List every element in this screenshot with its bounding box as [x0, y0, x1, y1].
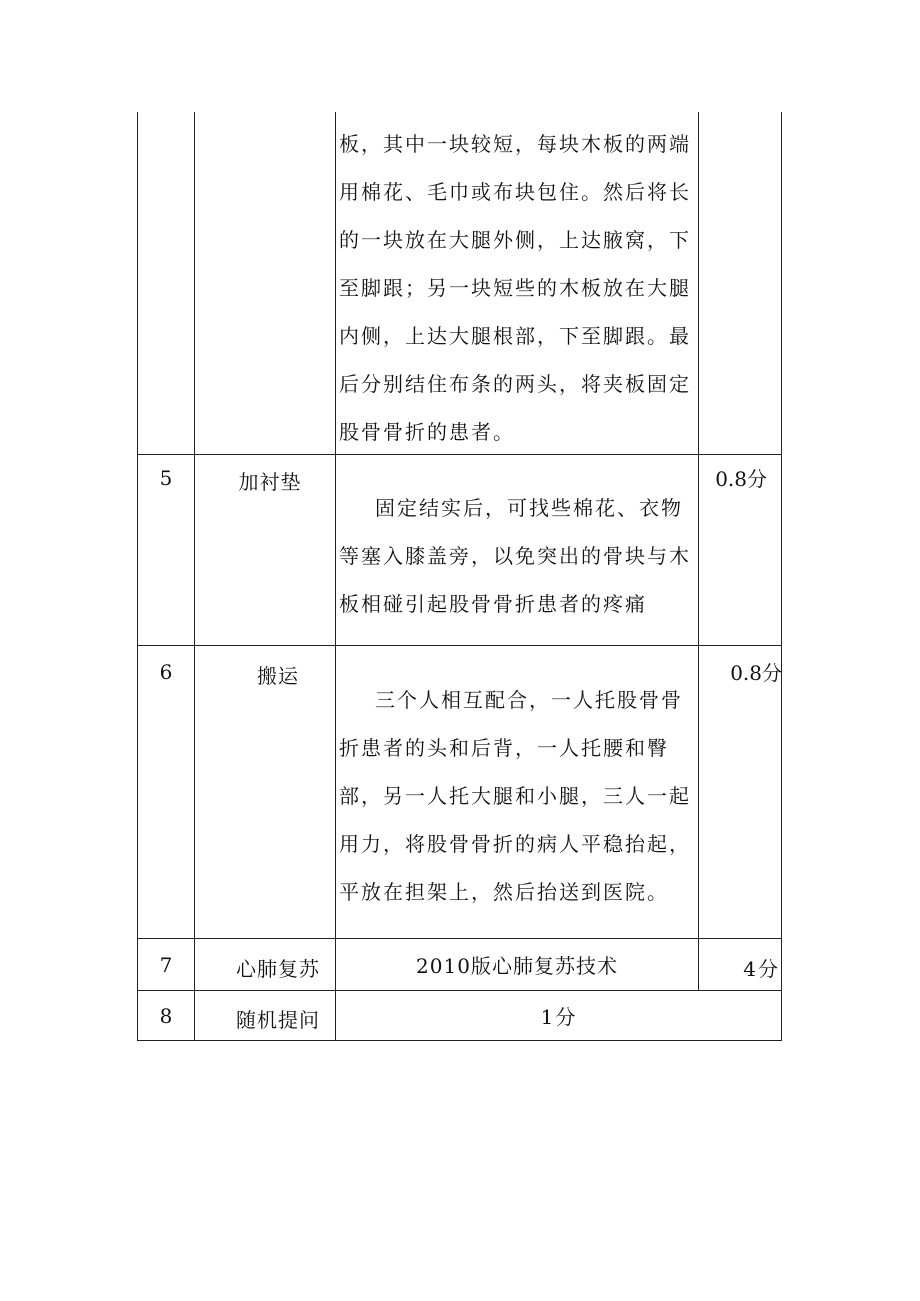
row-6-name: 搬运 — [257, 664, 299, 688]
row-5-score: 0.8分 — [715, 467, 767, 491]
table-left-border — [137, 112, 138, 1041]
col-divider-2 — [335, 112, 336, 1041]
row-divider-4 — [137, 990, 782, 991]
table-bottom-border — [137, 1040, 782, 1041]
row-5-text: 固定结实后，可找些棉花、衣物等塞入膝盖旁，以免突出的骨块与木板相碰引起股骨骨折患者的疼痛 — [339, 496, 691, 616]
row-8-number: 8 — [159, 1004, 173, 1028]
row-continuation-content — [339, 120, 699, 456]
row-7-name: 心肺复苏 — [236, 957, 320, 981]
row-6-number: 6 — [159, 660, 173, 684]
row-8-content: 1分 — [540, 1005, 578, 1029]
row-5-name: 加衬垫 — [238, 470, 302, 494]
row-divider-3 — [137, 938, 782, 939]
row-7-number: 7 — [159, 953, 173, 977]
row-6-content — [339, 676, 699, 916]
row-divider-2 — [137, 645, 782, 646]
row-6-score: 0.8分 — [730, 661, 782, 685]
row-7-score: 4分 — [743, 957, 780, 981]
row-5-content — [339, 484, 699, 628]
continuation-text: 板，其中一块较短，每块木板的两端用棉花、毛巾或布块包住。然后将长的一块放在大腿外侧，上达腋窝，下至脚跟；另一块短些的木板放在大腿内侧，上达大腿根部，下至脚跟。最后分别结住布条的两头，将夹板固定股骨骨折的患者。 — [339, 132, 691, 444]
col-divider-1 — [194, 112, 195, 1041]
row-8-name: 随机提问 — [236, 1008, 320, 1032]
row-6-text: 三个人相互配合，一人托股骨骨折患者的头和后背，一人托腰和臀部，另一人托大腿和小腿，三人一起用力，将股骨骨折的病人平稳抬起，平放在担架上，然后抬送到医院。 — [339, 688, 691, 904]
row-5-number: 5 — [159, 466, 173, 490]
row-7-content: 2010版心肺复苏技术 — [416, 954, 618, 978]
table-right-border — [781, 112, 782, 1041]
